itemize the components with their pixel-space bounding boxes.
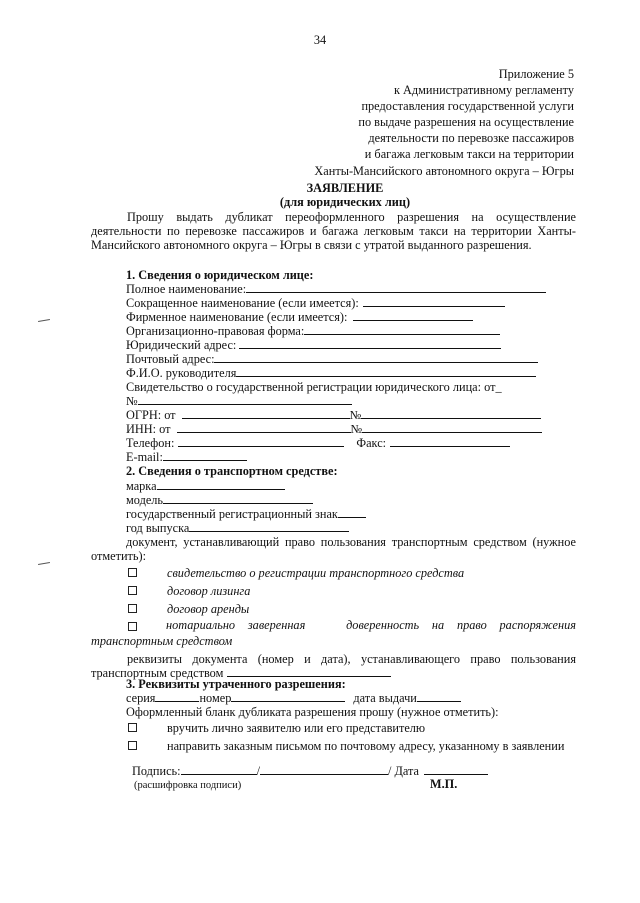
margin-mark (38, 562, 50, 565)
signature-decode-caption: (расшифровка подписи) (134, 780, 242, 791)
option-notary-line (166, 618, 576, 632)
full-name-field[interactable] (126, 282, 546, 296)
duplicate-form-label: Оформленный бланк дубликата разрешения прошу (нужное отметить): (126, 705, 499, 719)
input-line[interactable] (227, 666, 391, 677)
field-label: транспортным средством (91, 666, 224, 680)
input-line[interactable] (239, 338, 501, 349)
appendix-line: по выдаче разрешения на осуществление (358, 115, 574, 130)
notary-word: распоряжения (499, 618, 576, 632)
field-label: Факс: (356, 436, 387, 450)
input-line[interactable] (177, 422, 351, 433)
input-line[interactable] (363, 296, 505, 307)
number-sign: № (349, 408, 362, 422)
number-input[interactable] (231, 691, 345, 702)
brand-name-field[interactable] (126, 310, 473, 324)
stamp-label: М.П. (430, 777, 458, 791)
input-line[interactable] (362, 422, 542, 433)
requisites-line: реквизиты документа (номер и дата), устанавливающего право пользования (127, 652, 576, 666)
input-line[interactable] (390, 436, 510, 447)
intro-line: Мансийского автономного округа – Югры в связи с утратой выданного разрешения. (91, 238, 532, 252)
checkbox[interactable] (128, 723, 137, 732)
appendix-line: предоставления государственной услуги (361, 99, 574, 114)
intro-line: деятельности по перевозке пассажиров и багажа легковым такси на территории Ханты- (91, 224, 576, 238)
short-name-field[interactable] (126, 296, 505, 310)
input-line[interactable] (246, 282, 546, 293)
field-label: модель (126, 493, 164, 507)
page-number: 34 (313, 33, 327, 47)
legal-form-field[interactable] (126, 324, 500, 338)
model-field[interactable] (126, 493, 313, 507)
signature-slash: / (256, 764, 260, 778)
signature-input[interactable] (181, 764, 257, 775)
checkbox[interactable] (128, 586, 137, 595)
input-line[interactable] (182, 408, 350, 419)
checkbox[interactable] (128, 568, 137, 577)
inn-field[interactable] (126, 422, 542, 436)
number-sign: № (126, 394, 138, 408)
input-line[interactable] (189, 521, 349, 532)
appendix-block (314, 66, 574, 179)
option-lease[interactable] (128, 602, 249, 616)
notary-line-2: транспортным средством (91, 634, 233, 648)
input-line[interactable] (163, 493, 313, 504)
usage-doc-line: документ, устанавливающий право пользования транспортным средством (нужное (126, 535, 576, 549)
notary-word: нотариально (166, 618, 236, 632)
input-line[interactable] (304, 324, 500, 335)
lost-permit-fields[interactable] (126, 691, 461, 705)
margin-mark (38, 319, 50, 322)
appendix-line: к Административному регламенту (393, 83, 574, 98)
section3-heading: 3. Реквизиты утраченного разрешения: (126, 677, 346, 691)
option-notary-checkbox-wrap[interactable] (128, 620, 137, 634)
field-label: ИНН: от (126, 422, 171, 436)
input-line[interactable] (353, 310, 473, 321)
appendix-line: деятельности по перевозке пассажиров (368, 131, 574, 146)
registration-cert-label: Свидетельство о государственной регистрации юридического лица: от_ (126, 380, 502, 394)
option-personal[interactable] (128, 721, 425, 735)
field-label: Сокращенное наименование (если имеется): (126, 296, 359, 310)
document-title: ЗАЯВЛЕНИЕ (306, 181, 384, 195)
date-input[interactable] (424, 764, 488, 775)
appendix-line: Приложение 5 (498, 67, 574, 81)
input-line[interactable] (236, 366, 536, 377)
ogrn-field[interactable] (126, 408, 541, 422)
signature-label: Подпись: (132, 764, 181, 778)
field-label: Организационно-правовая форма: (126, 324, 305, 338)
input-line[interactable] (157, 479, 285, 490)
email-field[interactable] (126, 450, 247, 464)
appendix-line: и багажа легковым такси на территории (364, 147, 574, 162)
appendix-line: Ханты-Мансийского автономного округа – Югры (314, 163, 574, 178)
field-label: год выпуска (126, 521, 190, 535)
section2-heading: 2. Сведения о транспортном средстве: (126, 464, 338, 478)
postal-address-field[interactable] (126, 352, 538, 366)
section1-heading: 1. Сведения о юридическом лице: (126, 268, 314, 282)
notary-word: заверенная (247, 618, 306, 632)
series-input[interactable] (155, 691, 199, 702)
registration-number-field[interactable] (126, 394, 352, 408)
checkbox[interactable] (128, 741, 137, 750)
usage-doc-line: отметить): (91, 549, 147, 563)
document-subtitle: (для юридических лиц) (279, 195, 411, 209)
option-registration-cert[interactable] (128, 566, 464, 580)
notary-word: право (456, 618, 487, 632)
input-line[interactable] (214, 352, 538, 363)
field-label: Полное наименование: (126, 282, 247, 296)
field-label: E-mail: (126, 450, 163, 464)
checkbox[interactable] (128, 622, 137, 631)
signature-decode-input[interactable] (260, 764, 388, 775)
field-label: серия (126, 691, 156, 705)
option-label: договор аренды (167, 602, 250, 616)
field-label: марка (126, 479, 157, 493)
field-label: Ф.И.О. руководителя (126, 366, 237, 380)
field-label: ОГРН: от (126, 408, 176, 422)
input-line[interactable] (178, 436, 344, 447)
phone-fax-field[interactable] (126, 436, 510, 450)
make-field[interactable] (126, 479, 285, 493)
input-line[interactable] (338, 507, 366, 518)
date-label: / Дата (388, 764, 420, 778)
intro-line: Прошу выдать дубликат переоформленного разрешения на осуществление (127, 210, 576, 224)
option-label: вручить лично заявителю или его представителю (167, 721, 426, 735)
option-label: направить заказным письмом по почтовому адресу, указанному в заявлении (167, 739, 565, 753)
input-line[interactable] (163, 450, 247, 461)
option-leasing[interactable] (128, 584, 250, 598)
notary-word: на (431, 618, 445, 632)
field-label: Телефон: (126, 436, 175, 450)
number-sign: № (350, 422, 363, 436)
checkbox[interactable] (128, 604, 137, 613)
input-line[interactable] (138, 394, 352, 405)
field-label: государственный регистрационный знак (126, 507, 338, 521)
input-line[interactable] (361, 408, 541, 419)
field-label: дата выдачи (353, 691, 417, 705)
plate-field[interactable] (126, 507, 366, 521)
year-field[interactable] (126, 521, 349, 535)
option-label: договор лизинга (167, 584, 251, 598)
option-mail[interactable] (128, 739, 564, 753)
legal-address-field[interactable] (126, 338, 501, 352)
field-label: Юридический адрес: (126, 338, 237, 352)
option-label: свидетельство о регистрации транспортного средства (167, 566, 465, 580)
field-label: Фирменное наименование (если имеется): (126, 310, 348, 324)
head-name-field[interactable] (126, 366, 536, 380)
notary-word: доверенность (346, 618, 420, 632)
field-label: номер (199, 691, 232, 705)
signature-row[interactable] (132, 764, 488, 778)
date-input[interactable] (417, 691, 461, 702)
field-label: Почтовый адрес: (126, 352, 215, 366)
